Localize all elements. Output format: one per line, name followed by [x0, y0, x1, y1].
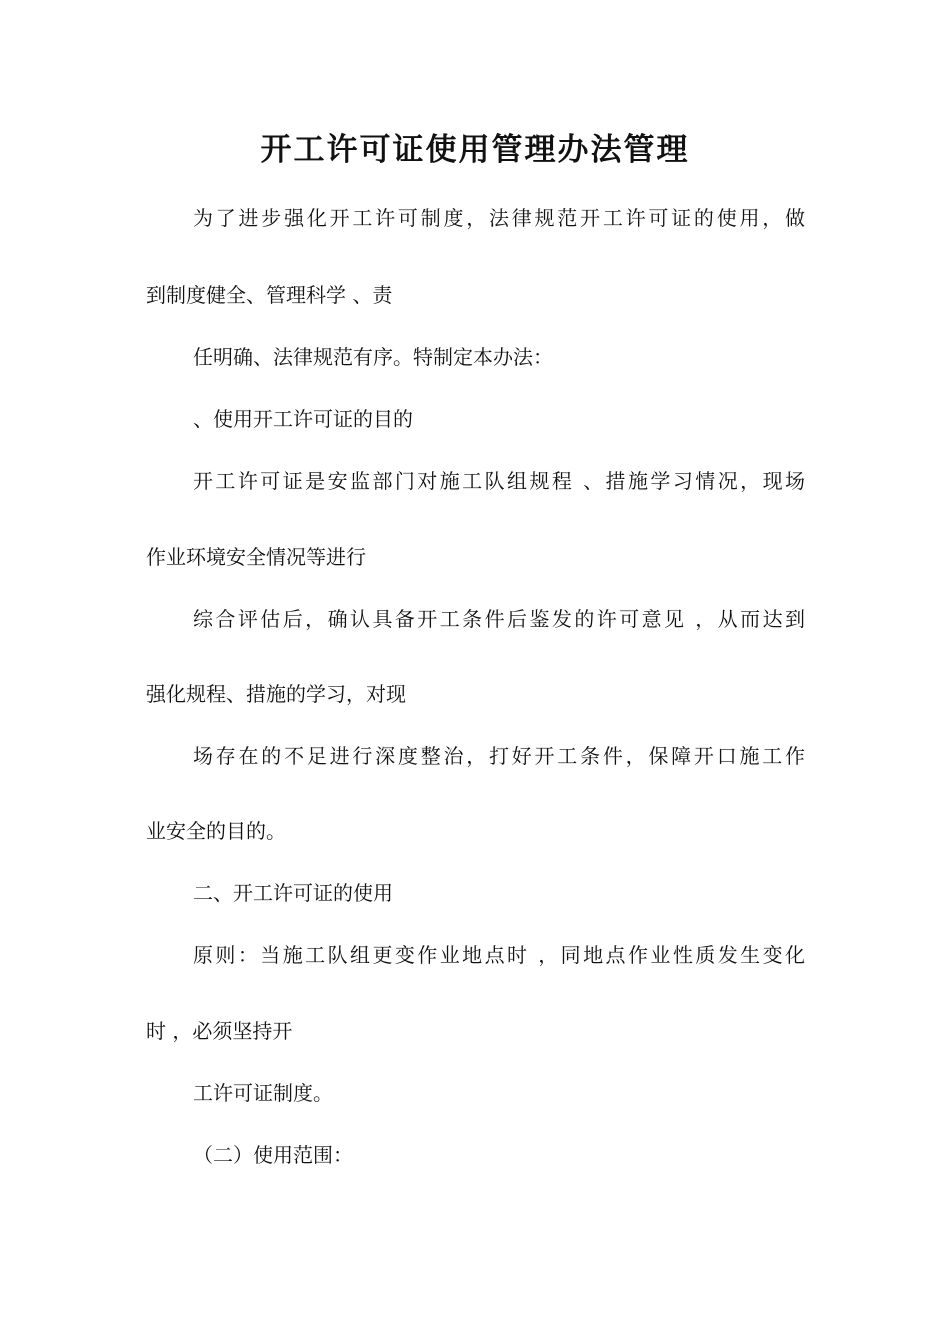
section-heading-2: 二、开工许可证的使用	[193, 881, 393, 905]
paragraph-line-9: 业安全的目的。	[146, 819, 286, 843]
paragraph-line-3: 任明确、法律规范有序。特制定本办法：	[193, 345, 553, 369]
document-title: 开工许可证使用管理办法管理	[260, 132, 690, 168]
paragraph-line-12: 工许可证制度。	[193, 1081, 333, 1105]
section-heading-3: （二）使用范围：	[193, 1143, 353, 1167]
paragraph-line-4: 开工许可证是安监部门对施工队组规程 、措施学习情况，现场	[193, 469, 805, 493]
paragraph-line-10: 原则：当施工队组更变作业地点时 ，同地点作业性质发生变化	[193, 943, 805, 967]
paragraph-line-5: 作业环境安全情况等进行	[146, 545, 366, 569]
paragraph-line-2: 到制度健全、管理科学 、责	[146, 283, 393, 307]
paragraph-line-7: 强化规程、措施的学习，对现	[146, 682, 406, 706]
section-heading-1: 、使用开工许可证的目的	[193, 407, 413, 431]
paragraph-line-11: 时 ，必须坚持开	[146, 1019, 293, 1043]
paragraph-line-8: 场存在的不足进行深度整治，打好开工条件，保障开口施工作	[193, 744, 805, 768]
paragraph-line-1: 为了进步强化开工许可制度，法律规范开工许可证的使用，做	[193, 206, 805, 230]
paragraph-line-6: 综合评估后，确认具备开工条件后鉴发的许可意见 ，从而达到	[193, 607, 805, 631]
